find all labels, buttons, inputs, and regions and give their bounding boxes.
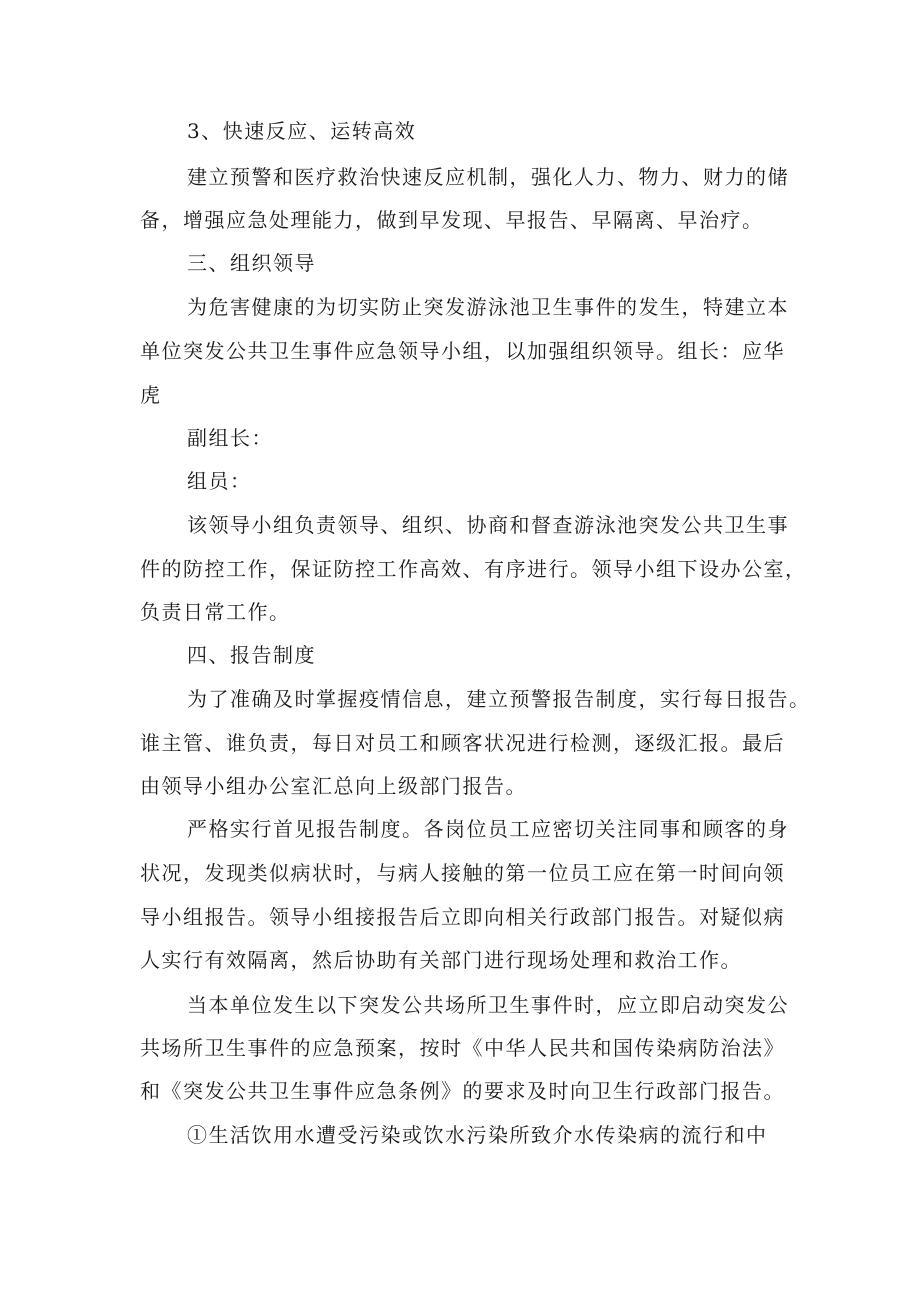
paragraph-line: 该领导小组负责领导、组织、协商和督查游泳池突发公共卫生事 — [187, 513, 789, 537]
paragraph-line: 人实行有效隔离，然后协助有关部门进行现场处理和救治工作。 — [140, 948, 742, 972]
members-label: 组员： — [187, 469, 252, 493]
paragraph-line: 备，增强应急处理能力，做到早发现、早报告、早隔离、早治疗。 — [140, 208, 764, 232]
paragraph-line: 建立预警和医疗救治快速反应机制，强化人力、物力、财力的储 — [187, 165, 789, 189]
paragraph-line: 谁主管、谁负责，每日对员工和顾客状况进行检测，逐级汇报。最后 — [140, 731, 785, 755]
paragraph-line: 当本单位发生以下突发公共场所卫生事件时，应立即启动突发公 — [187, 993, 789, 1017]
section-heading: 3、快速反应、运转高效 — [187, 119, 417, 143]
paragraph-line: 件的防控工作，保证防控工作高效、有序进行。领导小组下设办公室， — [140, 557, 807, 581]
paragraph-line: 虎 — [140, 383, 162, 407]
paragraph-line: 状况，发现类似病状时，与病人接触的第一位员工应在第一时间向领 — [140, 861, 785, 885]
paragraph-line: 和《突发公共卫生事件应急条例》的要求及时向卫生行政部门报告。 — [140, 1079, 785, 1103]
paragraph-line: 为了准确及时掌握疫情信息，建立预警报告制度，实行每日报告。 — [187, 687, 811, 711]
paragraph-line: 为危害健康的为切实防止突发游泳池卫生事件的发生，特建立本 — [187, 295, 789, 319]
paragraph-line: 由领导小组办公室汇总向上级部门报告。 — [140, 774, 527, 798]
list-item: ①生活饮用水遭受污染或饮水污染所致介水传染病的流行和中 — [187, 1123, 768, 1147]
section-heading: 三、组织领导 — [187, 251, 316, 275]
section-heading: 四、报告制度 — [187, 643, 316, 667]
paragraph-line: 严格实行首见报告制度。各岗位员工应密切关注同事和顾客的身 — [187, 817, 789, 841]
paragraph-line: 负责日常工作。 — [140, 600, 291, 624]
paragraph-line: 导小组报告。领导小组接报告后立即向相关行政部门报告。对疑似病 — [140, 905, 785, 929]
paragraph-line: 共场所卫生事件的应急预案，按时《中华人民共和国传染病防治法》 — [140, 1036, 785, 1060]
paragraph-line: 单位突发公共卫生事件应急领导小组，以加强组织领导。组长：应华 — [140, 339, 785, 363]
deputy-leader-label: 副组长： — [187, 426, 273, 450]
